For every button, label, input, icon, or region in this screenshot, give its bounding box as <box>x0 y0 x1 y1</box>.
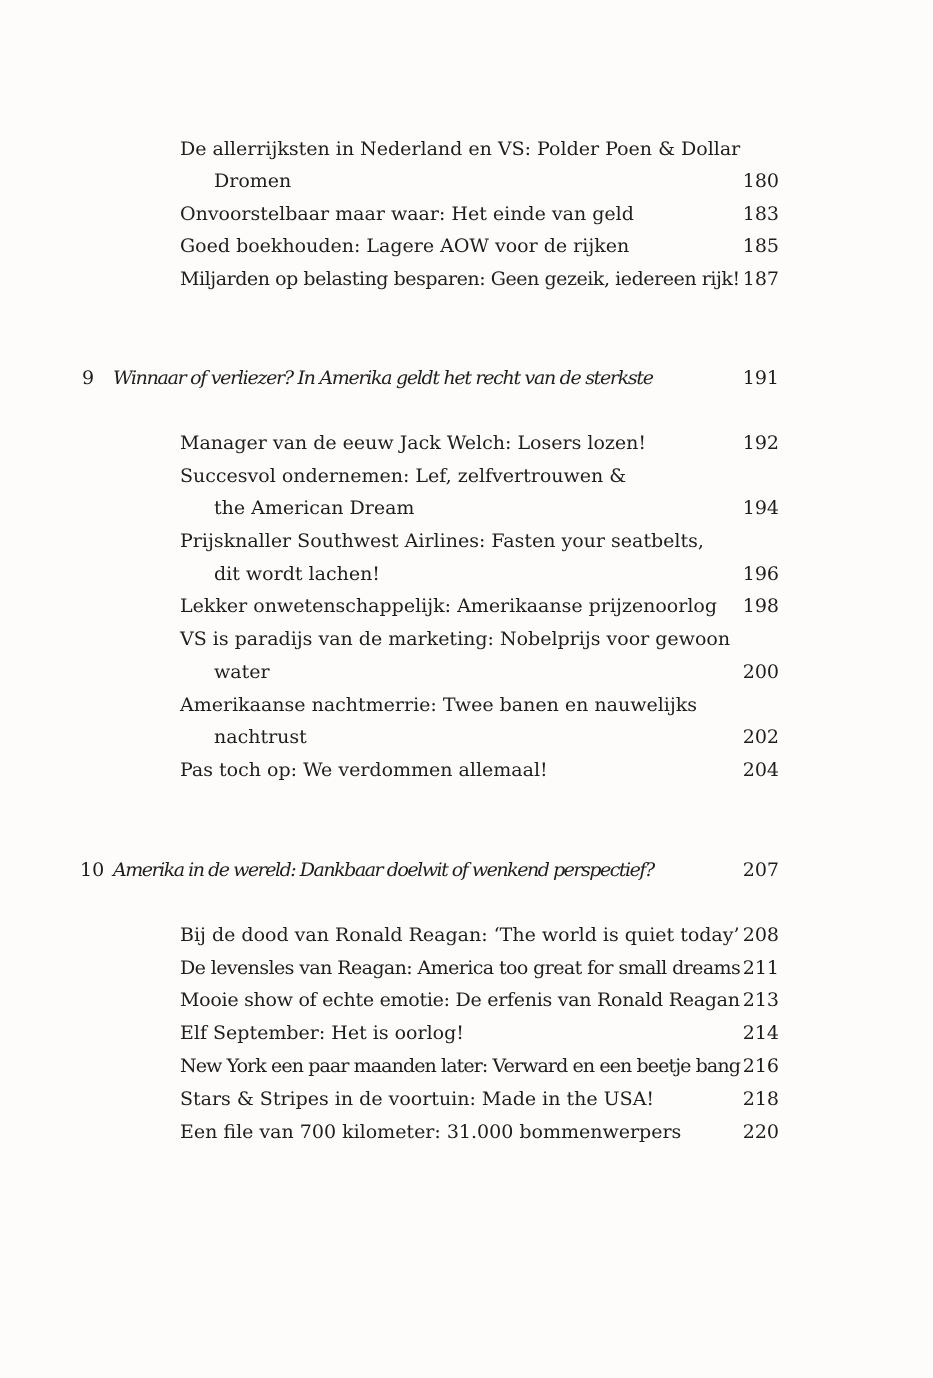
toc-entry-line <box>0 656 933 689</box>
entry-title: Elf September: Het is oorlog! <box>180 1022 464 1044</box>
entry-title: De levensles van Reagan: America too great for small dreams <box>180 957 741 979</box>
page-number: 180 <box>742 170 779 192</box>
toc-entry <box>0 1017 933 1050</box>
entry-title: Pas toch op: We verdommen allemaal! <box>180 759 548 781</box>
page-number: 187 <box>742 268 779 290</box>
page-number: 185 <box>742 235 779 257</box>
page-number: 211 <box>742 957 779 979</box>
entry-title: Amerikaanse nachtmerrie: Twee banen en nauwelijks <box>180 694 698 716</box>
toc-entry-line <box>0 623 933 656</box>
toc-entry <box>0 230 933 263</box>
toc-entry <box>0 919 933 952</box>
entry-title: De allerrijksten in Nederland en VS: Polder Poen & Dollar <box>180 138 741 160</box>
toc-entry-line <box>0 133 933 166</box>
page-number: 208 <box>742 924 779 946</box>
chapter-title: Winnaar of verliezer? In Amerika geldt het recht van de sterkste <box>113 367 653 389</box>
toc-entry-line <box>0 689 933 722</box>
toc-entry <box>0 1083 933 1116</box>
chapter-title: Amerika in de wereld: Dankbaar doelwit of wenkend perspectief? <box>113 859 654 881</box>
toc-entry-line <box>0 460 933 493</box>
entry-title: Mooie show of echte emotie: De erfenis van Ronald Reagan <box>180 989 740 1011</box>
entry-title: Succesvol ondernemen: Lef, zelfvertrouwen & <box>180 465 627 487</box>
toc-entry-line <box>0 525 933 558</box>
page-number: 214 <box>742 1022 779 1044</box>
page-number: 183 <box>742 203 779 225</box>
page-number: 192 <box>742 432 779 454</box>
entry-title: Prijsknaller Southwest Airlines: Fasten your seatbelts, <box>180 530 704 552</box>
page-number: 204 <box>742 759 779 781</box>
entry-title: Lekker onwetenschappelijk: Amerikaanse prijzenoorlog <box>180 595 718 617</box>
chapter-heading <box>0 360 933 396</box>
toc-entry <box>0 590 933 623</box>
toc-entry <box>0 198 933 231</box>
page-number: 200 <box>742 661 779 683</box>
page-number: 220 <box>742 1121 779 1143</box>
toc-entry <box>0 1050 933 1083</box>
toc-entry <box>0 952 933 985</box>
entry-title-continued: the American Dream <box>214 497 415 519</box>
chapter-heading <box>0 852 933 888</box>
chapter-number: 10 <box>80 859 105 881</box>
entry-title: Manager van de eeuw Jack Welch: Losers lozen! <box>180 432 647 454</box>
entry-title: Een file van 700 kilometer: 31.000 bommenwerpers <box>180 1121 682 1143</box>
entry-title-continued: water <box>214 661 270 683</box>
toc-entry-line <box>0 558 933 591</box>
page-number: 213 <box>742 989 779 1011</box>
entry-title-continued: nachtrust <box>214 726 307 748</box>
toc-entry <box>0 263 933 296</box>
entry-title: New York een paar maanden later: Verward en een beetje bang <box>180 1055 740 1077</box>
page-number: 198 <box>742 595 779 617</box>
toc-entry <box>0 984 933 1017</box>
entry-title-continued: Dromen <box>214 170 292 192</box>
chapter-number: 9 <box>82 367 95 389</box>
entry-title: Bij de dood van Ronald Reagan: ‘The world is quiet today’ <box>180 924 740 946</box>
toc-entry-line <box>0 721 933 754</box>
entry-title: Onvoorstelbaar maar waar: Het einde van geld <box>180 203 634 225</box>
page-number: 202 <box>742 726 779 748</box>
page-number: 216 <box>742 1055 779 1077</box>
entry-title: Stars & Stripes in de voortuin: Made in the USA! <box>180 1088 655 1110</box>
entry-title: Miljarden op belasting besparen: Geen gezeik, iedereen rijk! <box>180 268 740 290</box>
toc-entry-line <box>0 492 933 525</box>
page-number: 191 <box>742 367 779 389</box>
toc-entry <box>0 754 933 787</box>
page-number: 207 <box>742 859 779 881</box>
page-number: 218 <box>742 1088 779 1110</box>
toc-entry-line <box>0 165 933 198</box>
toc-entry <box>0 1116 933 1149</box>
entry-title-continued: dit wordt lachen! <box>214 563 380 585</box>
entry-title: Goed boekhouden: Lagere AOW voor de rijken <box>180 235 630 257</box>
toc-entry <box>0 427 933 460</box>
page-number: 194 <box>742 497 779 519</box>
page-number: 196 <box>742 563 779 585</box>
entry-title: VS is paradijs van de marketing: Nobelprijs voor gewoon <box>180 628 731 650</box>
